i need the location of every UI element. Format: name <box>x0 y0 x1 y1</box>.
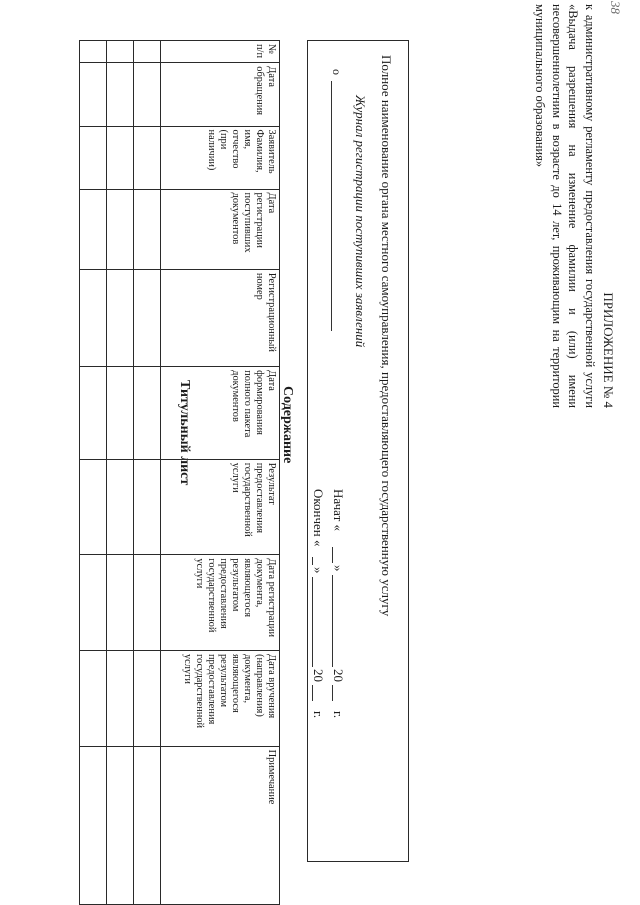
table-cell <box>80 746 107 904</box>
appendix-header <box>531 4 616 408</box>
table-row <box>107 41 134 905</box>
ended-quote-close: » <box>311 567 326 574</box>
table-cell <box>107 126 134 189</box>
table-cell <box>80 41 107 63</box>
column-header-date-package-complete: Дата формирования полного пакета документов <box>161 367 280 460</box>
table-cell <box>134 269 161 366</box>
table-cell <box>134 126 161 189</box>
table-cell <box>134 555 161 651</box>
table-cell <box>134 459 161 555</box>
table-cell <box>80 269 107 366</box>
table-cell <box>80 126 107 189</box>
table-cell <box>134 41 161 63</box>
table-cell <box>134 189 161 269</box>
table-cell <box>107 269 134 366</box>
table-cell <box>80 367 107 460</box>
started-date-row <box>328 489 346 849</box>
table-cell <box>107 555 134 651</box>
table-cell <box>134 650 161 746</box>
started-year-suffix: г. <box>331 711 346 719</box>
ended-year-suffix: г. <box>311 711 326 719</box>
appendix-title: ПРИЛОЖЕНИЕ № 4 <box>601 292 616 408</box>
table-row <box>134 41 161 905</box>
table-cell <box>80 189 107 269</box>
column-header-date-result-registered: Дата регистрации документа, являющегося результатом предоставления государственной услуги <box>161 555 280 651</box>
authority-name: Полное наименование органа местного самоуправления, предоставляющего государственную услугу <box>379 55 394 617</box>
started-label: Начат « <box>331 489 346 532</box>
table-row <box>80 41 107 905</box>
started-quote-close: » <box>331 565 346 572</box>
table-cell <box>80 459 107 555</box>
ended-year-prefix: 20 <box>311 669 326 682</box>
table-cell <box>107 746 134 904</box>
organization-line <box>330 69 344 329</box>
table-cell <box>107 459 134 555</box>
column-header-service-result: Результат предоставления государственной услуги <box>161 459 280 555</box>
table-cell <box>80 63 107 126</box>
organization-line-prefix: о <box>330 69 344 75</box>
ended-date-row <box>308 489 326 849</box>
table-cell <box>134 367 161 460</box>
table-cell <box>107 367 134 460</box>
cover-frame <box>307 40 409 862</box>
started-day-blank <box>332 547 333 563</box>
table-cell <box>107 41 134 63</box>
organization-line-rule <box>331 81 332 331</box>
ended-year-blank <box>312 685 313 701</box>
table-cell <box>107 650 134 746</box>
contents-title: Содержание <box>280 386 295 464</box>
journal-dates <box>306 489 346 849</box>
cover-title: Титульный лист <box>177 380 192 486</box>
column-header-note: Примечание <box>161 746 280 904</box>
page-number: 38 <box>608 1 623 14</box>
started-year-prefix: 20 <box>331 669 346 682</box>
appendix-body: к административному регламенту предоставления государственной услуги «Выдача разрешения на изменение фамилии и (или) имени несовершеннолетним в возрасте до 14 лет, проживающим на территории муниципального образования» <box>532 4 598 408</box>
ended-day-blank <box>312 557 313 565</box>
column-header-applicant: Заявитель Фамилия, имя, отчество (при наличии) <box>161 126 280 189</box>
column-header-number: № п/п <box>161 41 280 63</box>
started-year-blank <box>332 685 333 701</box>
journal-title: Журнал регистрации поступивших заявлений <box>353 95 368 348</box>
table-cell <box>80 555 107 651</box>
table-cell <box>134 63 161 126</box>
ended-label: Окончен « <box>311 489 326 547</box>
table-cell <box>80 650 107 746</box>
register-header-row <box>161 41 280 905</box>
register-body <box>80 41 161 905</box>
column-header-registration-number: Регистрационный номер <box>161 269 280 366</box>
column-header-date-result-delivered: Дата вручения (направления) документа, являющегося результатом предоставления государственной услуги <box>161 650 280 746</box>
started-month-blank <box>332 575 333 667</box>
table-cell <box>107 63 134 126</box>
column-header-date-received: Дата регистрации поступивших документов <box>161 189 280 269</box>
table-cell <box>134 746 161 904</box>
table-cell <box>107 189 134 269</box>
register-table <box>79 40 280 905</box>
ended-month-blank <box>312 577 313 667</box>
column-header-date-applied: Дата обращения <box>161 63 280 126</box>
